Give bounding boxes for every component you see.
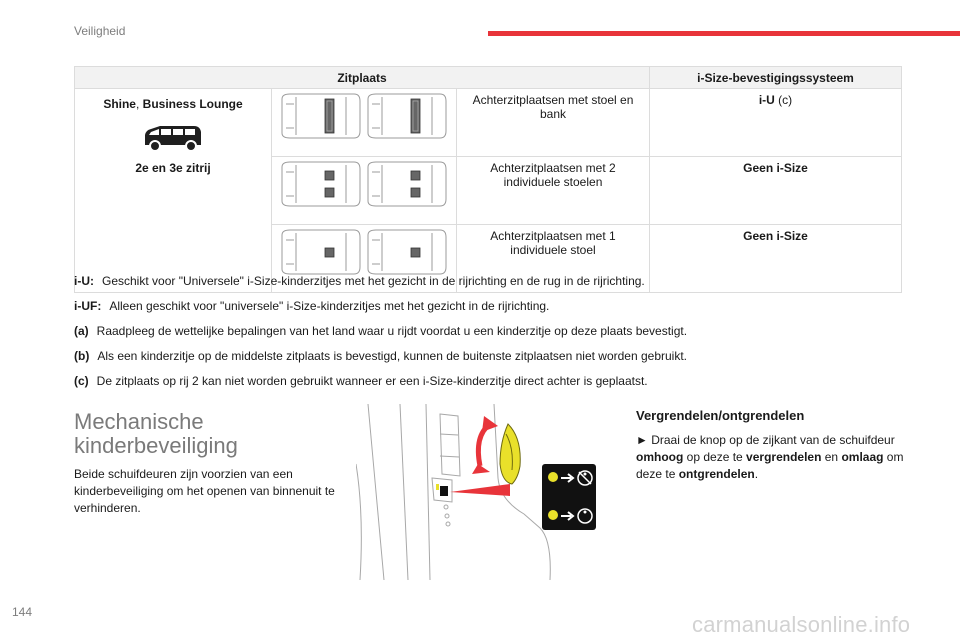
note-text: De zitplaats op rij 2 kan niet worden gebruikt wanneer er een i-Size-kinderzitje direct achter is geplaatst.: [96, 374, 648, 388]
sliding-door-lock-illustration: [356, 404, 606, 580]
seat-description: Achterzitplaatsen met stoel en bank: [457, 89, 650, 157]
seat-diagram-cell: [272, 157, 457, 225]
subsection-title: Vergrendelen/ontgrendelen: [636, 408, 805, 423]
seat-description: Achterzitplaatsen met 1 individuele stoel: [457, 225, 650, 293]
system-value: Geen i-Size: [743, 229, 808, 243]
instruction-bold-down: omlaag: [841, 450, 884, 464]
header-system: i-Size-bevestigingssysteem: [650, 67, 902, 89]
header-accent-bar: [488, 31, 960, 36]
vehicle-rows-label: 2e en 3e zitrij: [135, 161, 211, 175]
note-key: (a): [74, 324, 89, 338]
note-item: [74, 274, 904, 288]
seat-layout-bench-icon: [276, 91, 452, 141]
bullet-arrow-icon: ►: [636, 433, 652, 447]
child-seat-table: [74, 66, 902, 293]
instruction-bold-up: omhoog: [636, 450, 684, 464]
note-key: i-U:: [74, 274, 94, 288]
note-text: Raadpleeg de wettelijke bepalingen van het land waar u rijdt voordat u een kinderzitje op deze plaats bevestigt.: [96, 324, 688, 338]
vehicle-cell: [75, 89, 272, 293]
instruction-part: op deze te: [683, 450, 747, 464]
note-item: [74, 299, 904, 313]
note-text: Geschikt voor "Universele" i-Size-kinderzitjes met het gezicht in de rijrichting en de rug in de rijrichting.: [102, 274, 645, 288]
section-title: Mechanische kinderbeveiliging: [74, 409, 238, 458]
instruction-text: [636, 432, 906, 483]
table-header-row: [75, 67, 902, 89]
instruction-part: .: [754, 467, 759, 481]
note-item: [74, 324, 904, 338]
seat-layout-one-seat-icon: [276, 227, 452, 277]
instruction-part: Draai de knop op de zijkant van de schuifdeur: [651, 433, 895, 447]
note-key: (c): [74, 374, 89, 388]
note-key: i-UF:: [74, 299, 102, 313]
instruction-part: om deze te: [636, 450, 904, 481]
table-notes: [74, 274, 904, 399]
vehicle-name-2: Business Lounge: [142, 97, 243, 111]
van-icon: [142, 123, 204, 153]
seat-description: Achterzitplaatsen met 2 individuele stoelen: [457, 157, 650, 225]
section-body: Beide schuifdeuren zijn voorzien van een kinderbeveiliging om het openen van binnenuit te verhinderen.: [74, 467, 335, 515]
seat-diagram-cell: [272, 89, 457, 157]
table-row: [75, 89, 902, 157]
page-number: 144: [12, 605, 33, 619]
header-seat: Zitplaats: [75, 67, 650, 89]
watermark: carmanualsonline.info: [692, 612, 911, 637]
vehicle-name-separator: ,: [135, 97, 143, 111]
system-value: Geen i-Size: [743, 161, 808, 175]
vehicle-name: [81, 97, 265, 111]
instruction-bold-lock: vergrendelen: [746, 450, 822, 464]
note-item: [74, 374, 904, 388]
header-section-title: Veiligheid: [74, 24, 126, 38]
instruction-part: en: [821, 450, 842, 464]
seat-layout-two-seats-icon: [276, 159, 452, 209]
system-cell: [650, 157, 902, 225]
note-text: Als een kinderzitje op de middelste zitplaats is bevestigd, kunnen de buitenste zitplaatsen niet worden gebruikt.: [97, 349, 688, 363]
system-value: i-U: [758, 93, 775, 107]
note-key: (b): [74, 349, 90, 363]
note-item: [74, 349, 904, 363]
system-ref: (c): [774, 93, 793, 107]
instruction-bold-unlock: ontgrendelen: [678, 467, 755, 481]
note-text: Alleen geschikt voor "universele" i-Size-kinderzitjes met het gezicht in de rijrichting.: [109, 299, 550, 313]
system-cell: [650, 89, 902, 157]
vehicle-name-1: Shine: [103, 97, 136, 111]
